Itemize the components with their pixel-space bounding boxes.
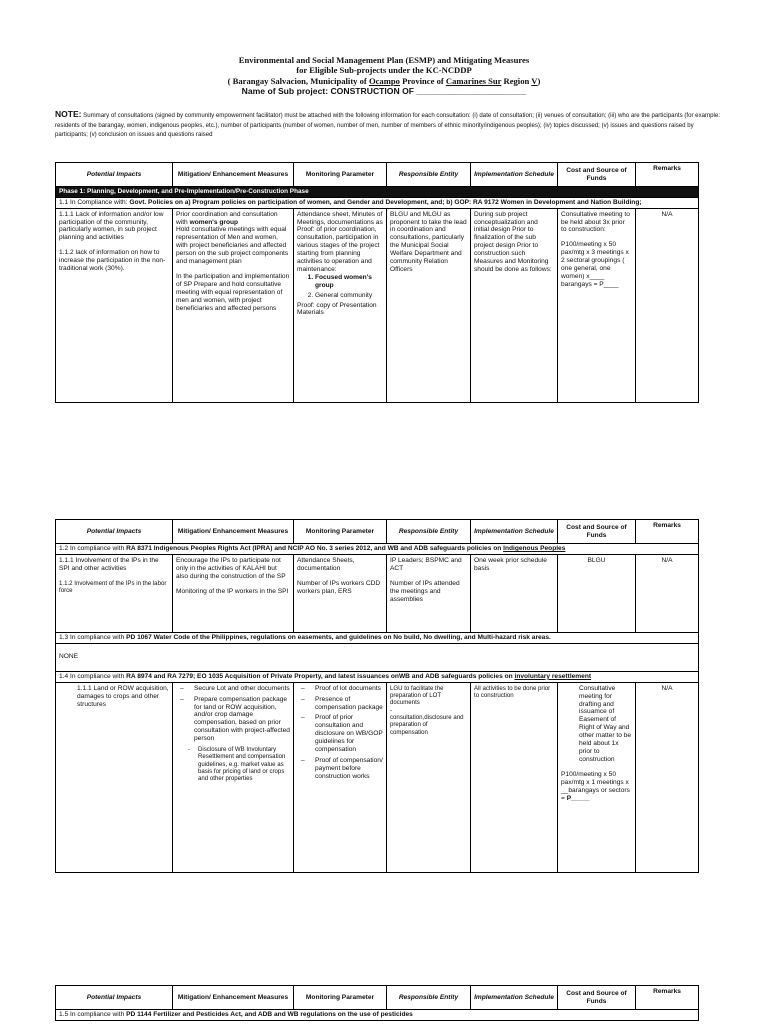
col-cost: Cost and Source of Funds (558, 520, 636, 544)
entity-cell: BLGU and MLGU as proponent to take the lead in coordination and consultations, particularly the Municipal Social Welfare Department and community Relation Officers (387, 208, 471, 402)
col-cost: Cost and Source of Funds (558, 163, 636, 187)
col-monitoring: Monitoring Parameter (294, 520, 387, 544)
table-row (56, 682, 699, 872)
col-remarks: Remarks (636, 163, 699, 187)
col-schedule: Implementation Schedule (471, 520, 558, 544)
remarks-cell: N/A (636, 554, 699, 632)
esmp-table-1 (55, 162, 699, 403)
esmp-table-2 (55, 519, 699, 873)
col-schedule: Implementation Schedule (471, 986, 558, 1010)
monitoring-item: 2. General community (315, 292, 383, 300)
note-text: Summary of consultations (signed by community empowerment facilitator) must be attached with the following information for each consultation: (i) date of consultation; (ii) venues of consultation; (iii) who are the participants (for example: residents of the barangay, women, indigenous peoples, etc.), number of participants (number of women, number of men, number of members of ethnic minority/indigenous peoples); (iv) topics discussed; (v) issues and questions raised by participants; (v) conclusion on issues and questions raised (55, 112, 720, 138)
esmp-table-3 (55, 985, 699, 1021)
table-row (56, 208, 699, 402)
monitoring-item: 1. Focused women's group (315, 274, 383, 290)
col-mitigation: Mitigation/ Enhancement Measures (173, 986, 294, 1010)
section-row-1-5 (56, 1010, 699, 1021)
col-responsible-entity: Responsible Entity (387, 986, 471, 1010)
mitigation-cell: Prior coordination and consultation with women's group Hold consultative meetings with equal representation of Men and women, with project beneficiaries and affected person on the sub project components and management plan In the participation and implementation of SP Prepare and hold consultative meeting with equal representation of men and women, with project beneficiaries and affected persons (173, 208, 294, 402)
remarks-cell: N/A (636, 682, 699, 872)
col-potential-impacts: Potential Impacts (56, 520, 173, 544)
col-remarks: Remarks (636, 520, 699, 544)
monitoring-item: – Presence of compensation package (297, 696, 383, 712)
subproject-name-line: Name of Sub project: CONSTRUCTION OF _______________________ (241, 85, 527, 96)
location-line: ( Barangay Salvacion, Municipality of Ocampo Province of Camarines Sur Region V) (227, 75, 541, 86)
col-potential-impacts: Potential Impacts (56, 986, 173, 1010)
title-line-2: for Eligible Sub-projects under the KC-NCDDP (296, 65, 472, 76)
mitigation-item: – Secure Lot and other documents (176, 685, 290, 693)
col-responsible-entity: Responsible Entity (387, 520, 471, 544)
cost-cell: Consultative meeting to be held about 3x prior to construction: P100/meeting x 50 pax/mtg x 3 meetings x 2 sectoral groupings ( one general, one women) x____ barangays = P____ (558, 208, 636, 402)
schedule-cell: During sub project conceptualization and initial design Prior to finalization of the sub project design Prior to construction such Measures and Monitoring should be done as follows: (471, 208, 558, 402)
cost-cell: Consultative meeting for drafting and issuamce of Easement of Right of Way and other matter to be held about 1x prior to construction P100/meeting x 50 pax/mtg x 1 meetings x __barangays or sectors = P_____ (558, 682, 636, 872)
header-row (56, 520, 699, 544)
table-row (56, 643, 699, 671)
col-monitoring: Monitoring Parameter (294, 163, 387, 187)
monitoring-item: – Proof of compensation/ payment before construction works (297, 757, 383, 781)
monitoring-cell: Attendance Sheets, documentation Number of IPs workers CDD workers plan, ERS (294, 554, 387, 632)
mitigation-cell (173, 682, 294, 872)
mitigation-item: – Prepare compensation package for land or ROW acquisition, and/or crop damage compensation, based on prior consultation with project-affected person (176, 696, 290, 743)
section-row-1-2 (56, 544, 699, 555)
schedule-cell: All activities to be done prior to construction (471, 682, 558, 872)
col-schedule: Implementation Schedule (471, 163, 558, 187)
schedule-cell: One week prior schedule basis (471, 554, 558, 632)
entity-cell: LGU to facilitate the preparation of LOT documents - consultation,disclosure and preparation of compensation (387, 682, 471, 872)
monitoring-item: – Proof of prior consultation and disclosure on WB/GOP guidelines for compensation (297, 714, 383, 754)
col-mitigation: Mitigation/ Enhancement Measures (173, 163, 294, 187)
section-row-1-4 (56, 671, 699, 682)
title-line-1: Environmental and Social Management Plan (ESMP) and Mitigating Measures (238, 55, 530, 65)
section-row-1-3 (56, 632, 699, 643)
col-monitoring: Monitoring Parameter (294, 986, 387, 1010)
mitigation-item: - Disclosure of WB Involuntary Resettlement and compensation guidelines, e.g. market value as basis for pricing of land or crops and other properties (176, 746, 290, 783)
cost-cell: BLGU (558, 554, 636, 632)
section-row-1-1 (56, 197, 699, 208)
entity-cell: IP Leaders; BSPMC and ACT Number of IPs attended the meetings and assemblies (387, 554, 471, 632)
note-label: NOTE: (55, 109, 82, 119)
header-row (56, 163, 699, 187)
col-cost: Cost and Source of Funds (558, 986, 636, 1010)
monitoring-item: – Proof of lot documents (297, 685, 383, 693)
col-mitigation: Mitigation/ Enhancement Measures (173, 520, 294, 544)
impacts-cell: 1.1.1 Lack of information and/or low participation of the community, particularly women, in sub project planning and activities 1.1.2 lack of information on how to increase the participation in the non-traditional work (30%). (56, 208, 173, 402)
header-row (56, 986, 699, 1010)
impacts-cell: 1.1.1 Land or ROW acquisition, damages to crops and other structures (56, 682, 173, 872)
col-responsible-entity: Responsible Entity (387, 163, 471, 187)
impacts-cell: 1.1.1 Involvement of the IPs in the SPI and other activities 1.1.2 Involvement of the IPs in the labor force (56, 554, 173, 632)
col-potential-impacts: Potential Impacts (56, 163, 173, 187)
section-1-2-text: 1.2 In compliance with RA 8371 Indigenous Peoples Rights Act (IPRA) and NCIP AO No. 3 series 2012, and WB and ADB safeguards policies on Indigenous Peoples (56, 544, 699, 555)
table-row (56, 554, 699, 632)
section-1-5-text: 1.5 In compliance with PD 1144 Fertilizer and Pesticides Act, and ADB and WB regulations on the use of pesticides (56, 1010, 699, 1021)
none-cell: NONE (56, 643, 699, 671)
section-1-1-text: 1.1 In Compliance with: Govt. Policies on a) Program policies on participation of women, and Gender and Development, and; b) GOP: RA 9172 Women in Development and Nation Building; (56, 197, 699, 208)
document-header (0, 55, 768, 96)
mitigation-cell: Encourage the IPs to participate not only in the activities of KALAHI but also during the construction of the SP Monitoring of the IP workers in the SPI (173, 554, 294, 632)
col-remarks: Remarks (636, 986, 699, 1010)
monitoring-cell (294, 682, 387, 872)
section-1-3-text: 1.3 In compliance with PD 1067 Water Code of the Philippines, regulations on easements, and guidelines on No build, No dwelling, and Multi-hazard risk areas. (56, 632, 699, 643)
consultation-note (55, 108, 720, 139)
monitoring-cell: Attendance sheet, Minutes of Meetings, documentations as Proof: of prior coordination, consultation, participation in various stages of the project starting from planning activities to operation and maintenance: 1. Focused women's group 2. General community Proof: copy of Presentation Materials (294, 208, 387, 402)
phase-row (56, 187, 699, 198)
remarks-cell: N/A (636, 208, 699, 402)
phase-label: Phase 1: Planning, Development, and Pre-Implementation/Pre-Construction Phase (56, 187, 699, 198)
section-1-4-text: 1.4 In compliance with RA 8974 and RA 7279; EO 1035 Acquisition of Private Property, and latest issuances onWB and ADB safeguards policies on involuntary resettlement (56, 671, 699, 682)
